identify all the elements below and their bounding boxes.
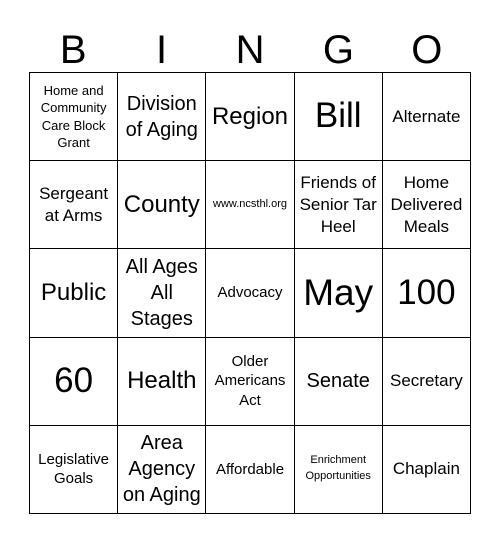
bingo-cell: Chaplain: [383, 426, 471, 514]
bingo-cell: Secretary: [383, 338, 471, 426]
bingo-cell: Legislative Goals: [30, 426, 118, 514]
bingo-cell: Home and Community Care Block Grant: [30, 73, 118, 161]
bingo-cell: Advocacy: [206, 249, 294, 337]
bingo-cell: Health: [118, 338, 206, 426]
bingo-cell: Enrichment Opportunities: [295, 426, 383, 514]
bingo-cell: Division of Aging: [118, 73, 206, 161]
header-letter-o: O: [411, 28, 443, 72]
bingo-cell: Bill: [295, 73, 383, 161]
bingo-grid: [29, 72, 471, 514]
bingo-cell: Friends of Senior Tar Heel: [295, 161, 383, 249]
bingo-cell: Senate: [295, 338, 383, 426]
header-letter-n: N: [235, 28, 265, 72]
header-letter-b: B: [59, 28, 87, 72]
bingo-header: [29, 22, 471, 72]
bingo-cell: Alternate: [383, 73, 471, 161]
bingo-cell: Older Americans Act: [206, 338, 294, 426]
header-letter-g: G: [322, 28, 354, 72]
bingo-cell: Area Agency on Aging: [118, 426, 206, 514]
bingo-cell: All Ages All Stages: [118, 249, 206, 337]
bingo-cell: Sergeant at Arms: [30, 161, 118, 249]
bingo-cell: Affordable: [206, 426, 294, 514]
bingo-cell: 60: [30, 338, 118, 426]
bingo-cell: County: [118, 161, 206, 249]
bingo-cell: www.ncsthl.org: [206, 161, 294, 249]
bingo-cell: Home Delivered Meals: [383, 161, 471, 249]
bingo-cell: Public: [30, 249, 118, 337]
bingo-cell: 100: [383, 249, 471, 337]
bingo-cell: Region: [206, 73, 294, 161]
bingo-cell: May: [295, 249, 383, 337]
header-letter-i: I: [156, 28, 168, 72]
